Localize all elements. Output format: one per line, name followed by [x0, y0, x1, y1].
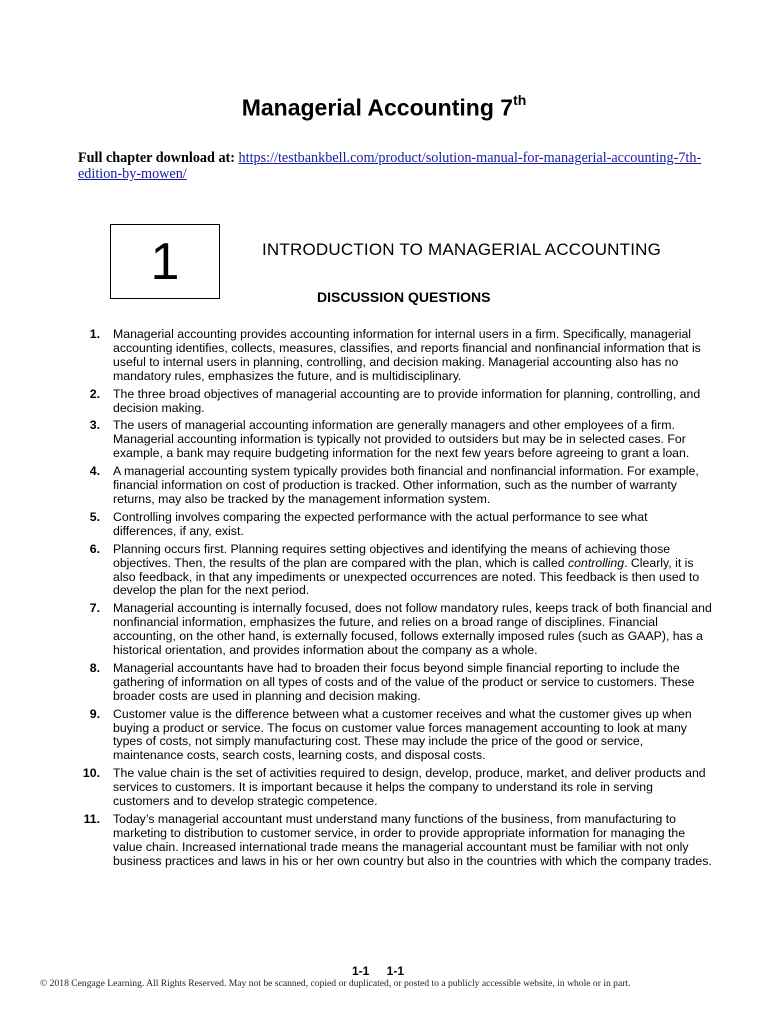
page-title	[0, 94, 768, 122]
question-text: The three broad objectives of managerial accounting are to provide information for planning, controlling, and decision making.	[113, 386, 701, 415]
question-item	[0, 813, 768, 869]
question-text: Managerial accounting is internally focused, does not follow mandatory rules, keeps track of both financial and nonfinancial information, emphasizes the future, and relies on a broad range of disciplines. Financial accounting, on the other hand, is externally focused, follows externally imposed rules (such as GAAP), has a historical orientation, and provides information about the company as a whole.	[113, 601, 712, 658]
question-number: 1.	[89, 327, 100, 341]
question-number: 10.	[82, 766, 100, 781]
download-line	[78, 150, 728, 182]
question-text: Controlling involves comparing the expected performance with the actual performance to see what differences, if any, exist.	[113, 509, 648, 538]
title-superscript: th	[513, 92, 527, 108]
question-item	[0, 662, 768, 704]
chapter-number-box: 1	[110, 224, 220, 299]
question-text: Customer value is the difference between what a customer receives and what the customer gives up when buying a product or service. The focus on customer value forces management accounting to look at many types of costs, not simply manufacturing cost. These may include the price of the good or service, maintenance costs, search costs, learning costs, and disposal costs.	[113, 706, 692, 763]
question-text	[113, 543, 713, 599]
question-item	[0, 602, 768, 658]
question-number: 7.	[89, 601, 100, 616]
question-item	[0, 511, 768, 539]
chapter-title: INTRODUCTION TO MANAGERIAL ACCOUNTING	[262, 240, 662, 259]
download-label: Full chapter download at:	[78, 150, 235, 166]
question-text: The value chain is the set of activities required to design, develop, produce, market, and deliver products and services to customers. It is important because it helps the company to understand its role in serving customers and to develop strategic competence.	[113, 766, 706, 809]
question-item	[0, 465, 768, 507]
question-number: 5.	[89, 509, 100, 524]
question-number: 4.	[89, 464, 100, 479]
question-text: Today’s managerial accountant must understand many functions of the business, from manufacturing to marketing to distribution to customer service, in order to provide appropriate information for managing the value chain. Increased international trade means the managerial accountant must be familiar with not only business practices and laws in his or her own country but also in the countries with which the company trades.	[113, 812, 712, 868]
question-text: A managerial accounting system typically provides both financial and nonfinancial information. For example, financial information on cost of production is tracked. Other information, such as the number of warranty returns, may also be tracked by the management information system.	[113, 464, 699, 506]
title-text: Managerial Accounting 7	[241, 94, 514, 121]
question-text: The users of managerial accounting information are generally managers and other employees of a firm. Managerial accounting information is typically not provided to outsiders but may be in selected cases. For example, a bank may require budgeting information for the next few years before agreeing to grant a loan.	[113, 418, 690, 461]
question-number: 3.	[89, 418, 100, 433]
question-text-italic: controlling	[568, 555, 625, 570]
download-link[interactable]: https://testbankbell.com/product/solution-manual-for-managerial-accounting-7th-edition-by-mowen/	[78, 150, 702, 182]
question-text-part: Planning occurs first. Planning requires setting objectives and identifying the means of achieving those objectives. Then, the results of the plan are compared with the plan, which is called	[113, 541, 671, 570]
page-number: 1-1 1-1	[352, 964, 405, 978]
question-item	[0, 543, 768, 599]
copyright-notice: © 2018 Cengage Learning. All Rights Reserved. May not be scanned, copied or duplicated, or posted to a publicly accessible website, in whole or in part.	[40, 978, 631, 989]
question-text: Managerial accounting provides accounting information for internal users in a firm. Specifically, managerial accounting identifies, collects, measures, classifies, and reports financial and nonfinancial information that is useful to internal users in planning, controlling, and decision making. Managerial accounting also has no mandatory rules, emphasizes the future, and is multidisciplinary.	[113, 327, 701, 383]
question-number: 9.	[89, 706, 100, 721]
question-item	[0, 419, 768, 461]
question-item	[0, 388, 768, 416]
question-item	[0, 328, 768, 384]
question-text-part: . Clearly, it is also feedback, in that any impediments or unexpected occurrences are noted. This feedback is then used to develop the plan for the next period.	[113, 555, 700, 598]
question-number: 8.	[89, 660, 100, 675]
discussion-questions-list	[0, 328, 768, 873]
question-number: 6.	[89, 541, 100, 556]
question-item	[0, 708, 768, 764]
question-number: 11.	[83, 812, 100, 826]
question-text: Managerial accountants have had to broaden their focus beyond simple financial reporting to include the gathering of information on all types of costs and of the value of the product or service to customers. These broader costs are used in planning and decision making.	[113, 660, 695, 703]
question-item	[0, 767, 768, 809]
question-number: 2.	[89, 386, 100, 401]
section-heading: DISCUSSION QUESTIONS	[317, 289, 491, 305]
